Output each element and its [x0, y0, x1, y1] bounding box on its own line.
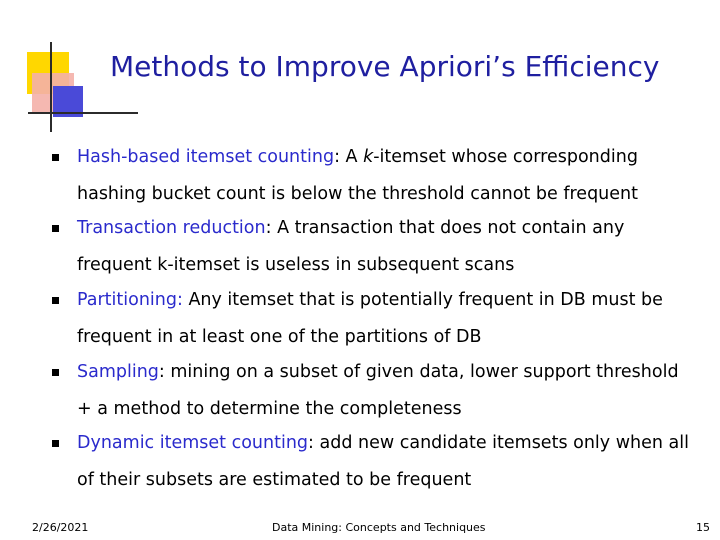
- bullet-text: [77, 139, 692, 213]
- decor-vertical-line: [50, 42, 52, 132]
- bullet-marker: [52, 154, 59, 161]
- bullet-item-transaction: [52, 210, 692, 284]
- footer-date: 2/26/2021: [32, 521, 89, 534]
- bullet-text: [77, 425, 692, 499]
- bullet-marker: [52, 225, 59, 232]
- bullet-item-sampling: [52, 354, 692, 428]
- bullet-text: [77, 210, 692, 284]
- bullet-item-partitioning: [52, 282, 692, 356]
- bullet-item-hash: [52, 139, 692, 213]
- bullet-term: Partitioning:: [77, 290, 183, 310]
- bullet-term: Dynamic itemset counting: [77, 433, 309, 453]
- bullet-term: Hash-based itemset counting: [77, 147, 335, 167]
- bullet-marker: [52, 369, 59, 376]
- bullet-text: [77, 282, 692, 356]
- footer-title: Data Mining: Concepts and Techniques: [272, 521, 486, 534]
- bullet-item-dynamic: [52, 425, 692, 499]
- slide-title: Methods to Improve Apriori’s Efficiency: [110, 50, 660, 83]
- bullet-body: -itemset whose corresponding hashing bucket count is below the threshold cannot be frequent: [77, 147, 638, 204]
- bullet-term: Sampling: [77, 362, 159, 382]
- page-number: 15: [696, 521, 710, 534]
- bullet-body: : A transaction that does not contain any frequent k-itemset is useless in subsequent scans: [77, 218, 625, 275]
- bullet-italic: k: [363, 147, 374, 167]
- bullet-body: Any itemset that is potentially frequent in DB must be frequent in at least one of the partitions of DB: [77, 290, 663, 347]
- decor-horizontal-line: [28, 112, 138, 114]
- bullet-text: [77, 354, 692, 428]
- bullet-term: Transaction reduction: [77, 218, 266, 238]
- bullet-body: : A: [334, 147, 364, 167]
- bullet-body: : add new candidate itemsets only when all of their subsets are estimated to be frequent: [77, 433, 689, 490]
- bullet-marker: [52, 297, 59, 304]
- bullet-marker: [52, 440, 59, 447]
- bullet-body: : mining on a subset of given data, lower support threshold + a method to determine the completeness: [77, 362, 679, 419]
